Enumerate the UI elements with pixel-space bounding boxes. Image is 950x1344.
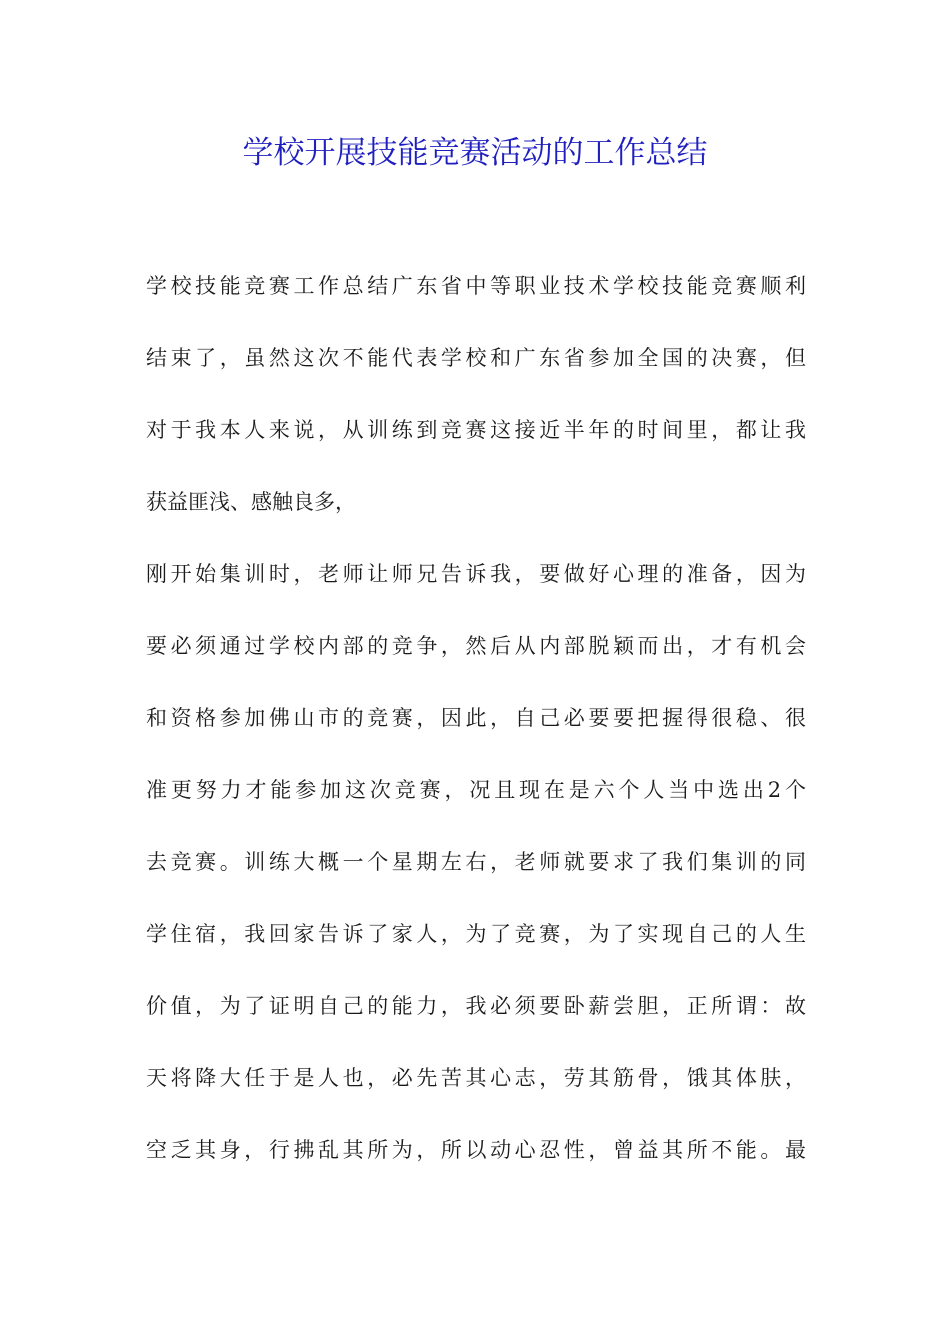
body-line: 空乏其身，行拂乱其所为，所以动心忍性，曾益其所不能。最 [146, 1138, 806, 1162]
body-line: 要必须通过学校内部的竞争，然后从内部脱颖而出，才有机会 [146, 634, 806, 658]
document-title: 学校开展技能竞赛活动的工作总结 [242, 135, 708, 171]
body-line: 结束了，虽然这次不能代表学校和广东省参加全国的决赛，但 [146, 346, 806, 370]
body-line: 价值，为了证明自己的能力，我必须要卧薪尝胆，正所谓：故 [146, 994, 806, 1018]
body-line: 获益匪浅、感触良多， [146, 490, 356, 514]
body-line: 和资格参加佛山市的竞赛，因此，自己必要要把握得很稳、很 [146, 706, 806, 730]
body-line: 天将降大任于是人也，必先苦其心志，劳其筋骨，饿其体肤， [146, 1066, 806, 1090]
body-line: 学住宿，我回家告诉了家人，为了竞赛，为了实现自己的人生 [146, 922, 806, 946]
document-body [146, 262, 806, 1198]
body-line: 准更努力才能参加这次竞赛，况且现在是六个人当中选出2个 [146, 778, 806, 802]
body-line: 去竞赛。训练大概一个星期左右，老师就要求了我们集训的同 [146, 850, 806, 874]
body-line: 刚开始集训时，老师让师兄告诉我，要做好心理的准备，因为 [146, 562, 806, 586]
body-line: 对于我本人来说，从训练到竞赛这接近半年的时间里，都让我 [146, 418, 806, 442]
body-line: 学校技能竞赛工作总结广东省中等职业技术学校技能竞赛顺利 [146, 274, 806, 298]
